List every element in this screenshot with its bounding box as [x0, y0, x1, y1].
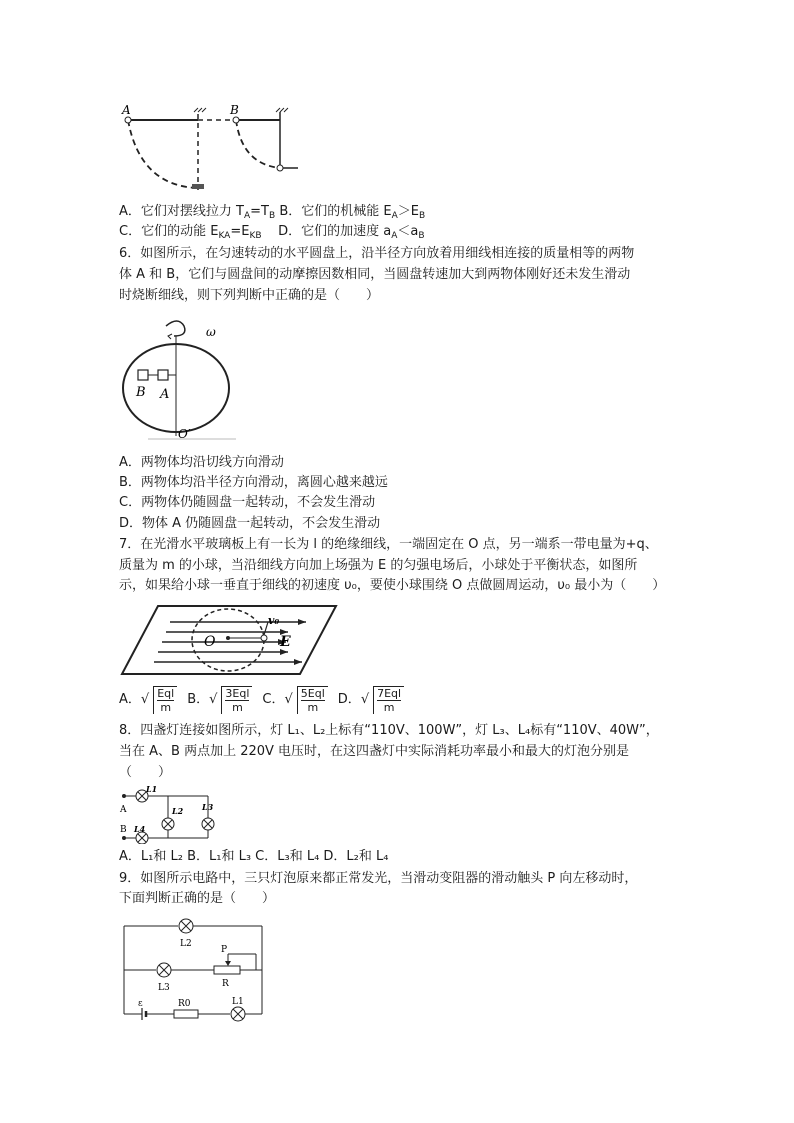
label-p: P — [221, 945, 228, 955]
label-epsilon: ε — [138, 999, 143, 1009]
q5-option-b: B．它们的机械能 $E_A>E_B$ — [279, 204, 426, 221]
label-l2: L2 — [180, 939, 192, 949]
q6-stem-line-2: 体 A 和 B，它们与圆盘间的动摩擦因数相同，当圆盘转速加大到两物体刚好还未发生滑动 — [119, 267, 631, 282]
q7-stem-line-3: 示，如果给小球一垂直于细线的初速度 υ₀，要使小球围绕 O 点做圆周运动，υ₀ 最小为（ ） — [119, 578, 666, 593]
label-v0: v₀ — [268, 614, 280, 627]
rheostat-circuit — [118, 912, 268, 1024]
label-o: O — [204, 634, 216, 650]
q8-stem-line-3: （ ） — [119, 765, 172, 780]
q7-option-b: B． √ $\frac{\text{3Eql}}{m}$ — [187, 686, 252, 714]
q5-options-row-1 — [119, 203, 425, 225]
q7-option-c: C． √ $\frac{\text{5Eql}}{m}$ — [262, 686, 327, 714]
label-l3: L3 — [202, 802, 214, 812]
q5-option-a: A．它们对摆线拉力 $T_A=T_B$ — [119, 204, 276, 221]
q7-option-d: D． √ $\frac{\text{7Eql}}{m}$ — [338, 686, 404, 714]
q6-option-d: D．物体 A 仍随圆盘一起转动，不会发生滑动 — [119, 516, 381, 531]
q7-stem-line-2: 质量为 m 的小球，当沿细线方向加上场强为 E 的匀强电场后，小球处于平衡状态，如图所 — [119, 558, 638, 573]
q6-stem-line-1: 6．如图所示，在匀速转动的水平圆盘上，沿半径方向放着用细线相连接的质量相等的两物 — [119, 246, 635, 261]
label-b: B — [230, 103, 239, 117]
q6-option-c: C．两物体仍随圆盘一起转动，不会发生滑动 — [119, 495, 376, 510]
label-l1: L1 — [232, 997, 244, 1007]
four-lamp-circuit — [118, 786, 218, 844]
q6-option-a: A．两物体均沿切线方向滑动 — [119, 455, 284, 470]
label-o-prime: O′ — [178, 427, 191, 441]
q5-option-d: D．它们的加速度 $a_A<a_B$ — [265, 224, 425, 241]
label-e: E — [280, 634, 291, 650]
q5-option-c: C．它们的动能 $E_{KA}=E_{KB}$ — [119, 224, 262, 241]
label-a: A — [160, 387, 170, 402]
label-l1: L1 — [146, 786, 158, 794]
label-l4: L4 — [134, 824, 146, 834]
q7-stem-line-1: 7．在光滑水平玻璃板上有一长为 l 的绝缘细线，一端固定在 O 点，另一端系一带电量为+q、 — [119, 537, 658, 552]
q7-option-a: A． √ $\frac{\text{Eql}}{m}$ — [119, 686, 177, 714]
pendulum-figure — [118, 100, 308, 192]
q9-stem-line-2: 下面判断正确的是（ ） — [119, 891, 276, 906]
q8-options: A．L₁和 L₂ B．L₁和 L₃ C．L₃和 L₄ D．L₂和 L₄ — [119, 849, 389, 864]
electric-field-figure — [118, 600, 340, 678]
q8-stem-line-2: 当在 A、B 两点加上 220V 电压时，在这四盏灯中实际消耗功率最小和最大的灯泡分别是 — [119, 744, 630, 759]
q9-stem-line-1: 9．如图所示电路中，三只灯泡原来都正常发光，当滑动变阻器的滑动触头 P 向左移动时， — [119, 871, 638, 886]
label-r0: R0 — [178, 999, 191, 1009]
label-b: B — [136, 385, 146, 400]
label-r: R — [222, 979, 229, 989]
label-a: A — [120, 805, 127, 815]
q7-options — [119, 682, 414, 718]
label-b: B — [120, 825, 127, 835]
q6-option-b: B．两物体均沿半径方向滑动，离圆心越来越远 — [119, 475, 388, 490]
label-l2: L2 — [172, 806, 184, 816]
q5-options-row-2 — [119, 223, 425, 245]
label-a: A — [122, 103, 131, 117]
rotating-disc-figure — [118, 318, 236, 442]
q6-stem-line-3: 时烧断细线，则下列判断中正确的是（ ） — [119, 288, 380, 303]
label-l3: L3 — [158, 983, 170, 993]
label-omega: ω — [206, 325, 216, 339]
q8-stem-line-1: 8．四盏灯连接如图所示，灯 L₁、L₂上标有“110V、100W”，灯 L₃、L₄标有“110V、40W”， — [119, 723, 659, 738]
